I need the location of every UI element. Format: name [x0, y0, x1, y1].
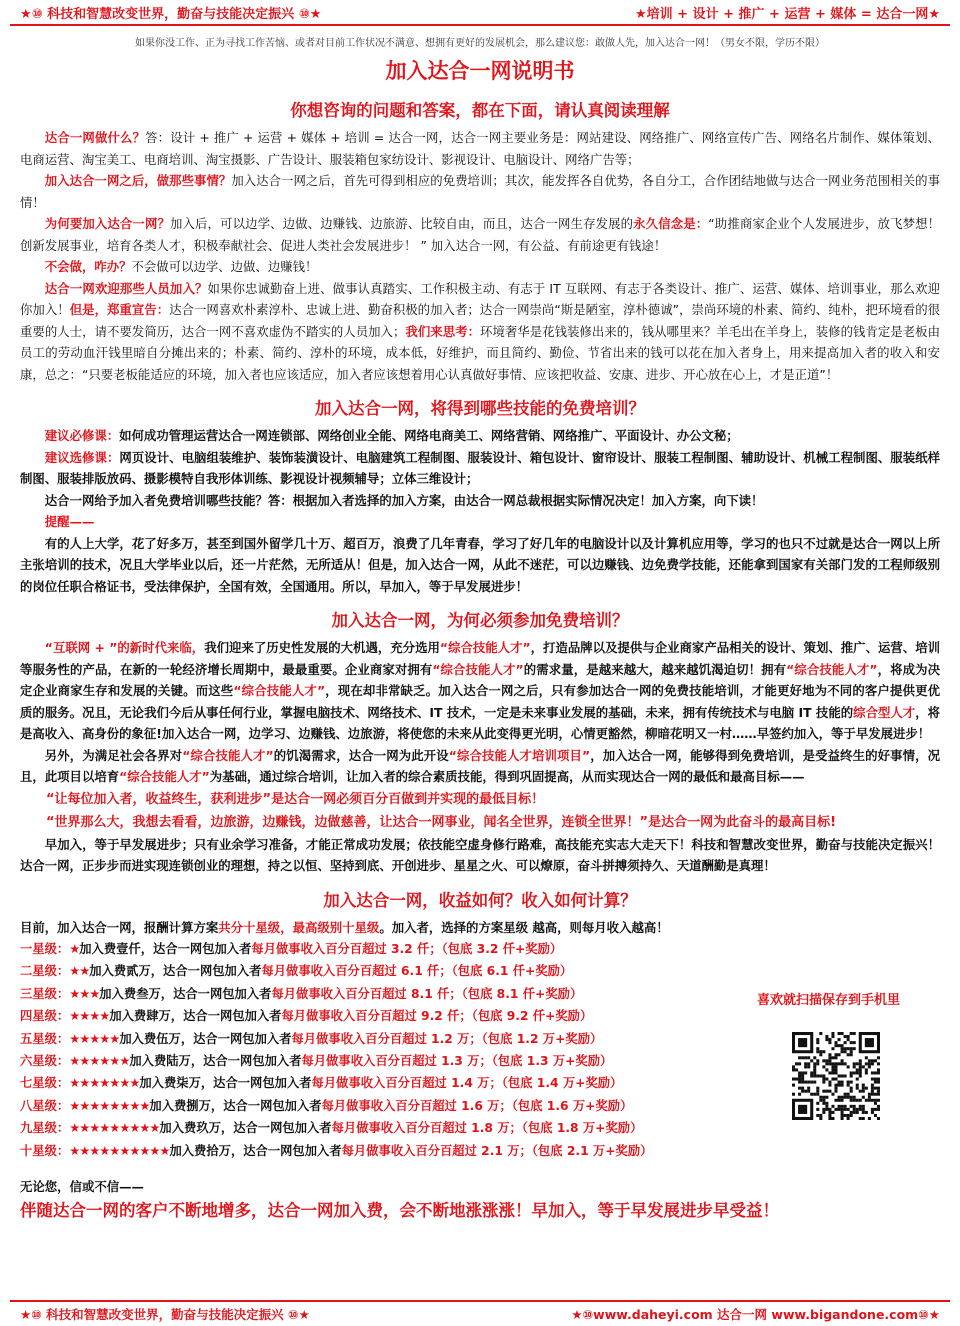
tier-stars: ★ [69, 942, 80, 956]
tier-row [20, 1117, 940, 1139]
elective-courses: 建议选修课：网页设计、电脑组装维护、装饰装潢设计、电脑建筑工程制图、服装设计、箱包设计、窗帘设计、服装工程制图、辅助设计、机械工程制图、服装纸样制图、服装排版放码、摄影模特自我形体训练、影视设计视频辅导；立体三维设计； [20, 449, 941, 486]
qr-code-icon[interactable] [792, 1032, 880, 1120]
tier-income: 每月做事收入百分百超过 1.6 万；（包底 1.6 万+奖励） [321, 1098, 633, 1113]
closing-section [20, 1176, 940, 1224]
tier-income: 每月做事收入百分百超过 1.3 万；（包底 1.3 万+奖励） [301, 1054, 613, 1069]
tier-income: 每月做事收入百分百超过 3.2 仟；（包底 3.2 仟+奖励） [251, 942, 563, 956]
training-qa: 达合一网给予加入者免费培训哪些技能？答：根据加入者选择的加入方案，由达合一网总裁根据实际情况决定！加入方案，向下读！ [44, 492, 764, 508]
tier-stars: ★★ [69, 964, 90, 979]
tier-income: 每月做事收入百分百超过 9.2 仟；（包底 9.2 仟+奖励） [281, 1009, 593, 1024]
tier-fee: 加入费捌万，达合一网包加入者 [149, 1098, 322, 1113]
recruit-notice: 如果你没工作、正为寻找工作苦恼、或者对目前工作状况不满意、想拥有更好的发展机会，那么建议您：敢做人先，加入达合一网！（男女不限，学历不限） [135, 38, 825, 49]
why-section [20, 637, 940, 877]
qa-item: 达合一网做什么？答：设计 + 推广 + 运营 + 媒体 + 培训 = 达合一网，达合一网主要业务是：网站建设、网络推广、网络宣传广告、网络名片制作、媒体策划、电商运营、淘宝美工、电商培训、淘宝摄影、广告设计、服装箱包家纺设计、影视设计、电脑设计、网络广告等； [20, 130, 941, 167]
closing-note: 无论您，信或不信—— [20, 1179, 144, 1195]
bottom-banner [10, 1300, 950, 1326]
tier-row [20, 1005, 940, 1027]
tier-row [20, 938, 940, 960]
qa-item: 加入达合一网之后，做那些事情？加入达合一网之后，首先可得到相应的免费培训；其次，能发挥各自优势，各自分工，合作团结地做与达合一网业务范围相关的事情！ [20, 173, 941, 210]
why-paragraph: “互联网 + ”的新时代来临，我们迎来了历史性发展的大机遇，充分选用“综合技能人才”，打造品牌以及提供与企业商家产品相关的设计、策划、推广、运营、培训等服务性的产品，在新的一轮经济增长周期中，最最重要。企业商家对拥有“综合技能人才”的需求量，是越来越大，越来越饥渴迫切！拥有“综合技能人才”，将成为决定企业商家生存和发展的关键。而这些“综合技能人才”，现在却非常缺乏。加入达合一网之后，只有参加达合一网的免费技能培训，才能更好地为不同的客户提供更优质的服务。况且，无论我们今后从事任何行业，掌握电脑技术、网络技术、IT 技术，一定是未来事业发展的基础，未来，拥有传统技术与电脑 IT 技能的综合型人才，将是高收入、高身份的象征!加入达合一网，边学习、边赚钱、边旅游，将使您的未来从此变得更光明，心情更豁然，柳暗花明又一村……早签约加入，等于早发展进步！ [20, 640, 941, 741]
income-heading: 加入达合一网，收益如何？收入如何计算？ [323, 890, 637, 910]
tier-income: 每月做事收入百分百超过 1.4 万；（包底 1.4 万+奖励） [311, 1076, 623, 1091]
tier-fee: 加入费拾万，达合一网包加入者 [169, 1143, 342, 1158]
income-intro: 目前，加入达合一网，报酬计算方案共分十星级，最高级别十星级。加入者，选择的方案星级 越高，则每月收入越高！ [20, 919, 669, 935]
tier-stars: ★★★★★ [69, 1031, 120, 1046]
page-title: 加入达合一网说明书 [385, 59, 575, 83]
tier-level: 二星级： [20, 964, 70, 979]
tier-level: 五星级： [20, 1031, 70, 1046]
training-heading: 加入达合一网，将得到哪些技能的免费培训？ [315, 399, 645, 418]
tier-level: 三星级： [20, 986, 70, 1001]
why-heading: 加入达合一网，为何必须参加免费培训？ [331, 611, 629, 630]
tier-fee: 加入费壹仟，达合一网包加入者 [79, 942, 252, 956]
intro-heading: 你想咨询的问题和答案，都在下面，请认真阅读理解 [290, 101, 670, 120]
minimum-goal: “让每位加入者，收益终生，获利进步”是达合一网必须百分百做到并实现的最低目标！ [46, 791, 545, 807]
qa-section [20, 127, 940, 385]
why-paragraph: 早加入，等于早发展进步；只有业余学习准备，才能正常成功发展；依技能空虚身修行路难，高技能充实志大走天下！科技和智慧改变世界，勤奋与技能决定振兴！达合一网，正步步而进实现连锁创业的理想，持之以恒、坚持到底、开创进步、星星之火、可以燎原，奋斗拼搏须持久、天道酬勤是真理！ [20, 836, 940, 873]
tier-income: 每月做事收入百分百超过 6.1 仟；（包底 6.1 仟+奖励） [261, 964, 573, 979]
qa-item: 为何要加入达合一网？加入后，可以边学、边做、边赚钱、边旅游、比较自由，而且，达合一网生存发展的永久信念是：“助推商家企业个人发展进步，放飞梦想！创新发展事业，培育各类人才，积极奉献社会、促进人类社会发展进步！ ” 加入达合一网，有公益、有前途更有钱途！ [20, 216, 941, 253]
tier-level: 九星级： [20, 1121, 70, 1136]
tier-row [20, 960, 940, 982]
tier-fee: 加入费陆万，达合一网包加入者 [129, 1054, 302, 1069]
why-paragraph: 另外，为满足社会各界对“综合技能人才”的饥渴需求，达合一网为此开设“综合技能人才培训项目”，加入达合一网，能够得到免费培训，是受益终生的好事情，况且，此项目以培育“综合技能人才”为基础，通过综合培训，让加入者的综合素质技能，得到巩固提高，从而实现达合一网的最低和最高目标—— [20, 747, 941, 784]
income-section [20, 917, 940, 1163]
top-services: ★培训 + 设计 + 推广 + 运营 + 媒体 = 达合一网★ [634, 6, 940, 22]
website-links[interactable]: ★⑩www.daheyi.com 达合一网 www.bigandone.com⑩★ [571, 1307, 940, 1322]
tier-fee: 加入费贰万，达合一网包加入者 [89, 964, 262, 979]
qa-item: 达合一网欢迎那些人员加入？如果你忠诚勤奋上进、做事认真踏实、工作积极主动、有志于 IT 互联网、有志于各类设计、推广、运营、媒体、培训事业，那么欢迎你加入！但是，郑重宣告：达合一网喜欢朴素淳朴、忠诚上进、勤奋积极的加入者；达合一网崇尚“斯是陋室，淳朴德诚”，崇尚环境的朴素、简约、纯朴，把环境看的很重要的人士，请不要发简历，达合一网不喜欢虚伪不踏实的人员加入；我们来思考：环境奢华是花钱装修出来的，钱从哪里来？羊毛出在羊身上，装修的钱肯定是老板由员工的劳动血汗钱里暗自分摊出来的；朴素、简约、淳朴的环境，成本低，好维护，而且简约、勤俭、节省出来的钱可以花在加入者身上，用来提高加入者的收入和安康，总之：“只要老板能适应的环境，加入者也应该适应，加入者应该想着用心认真做好事情、应该把收益、安康、进步、开心放在心上，才是正道”！ [20, 280, 941, 382]
top-slogan: ★⑩ 科技和智慧改变世界，勤奋与技能决定振兴 ⑩★ [20, 6, 322, 22]
qa-item: 不会做，咋办？不会做可以边学、边做、边赚钱！ [44, 259, 318, 274]
tier-income: 每月做事收入百分百超过 1.8 万；（包底 1.8 万+奖励） [331, 1121, 643, 1136]
maximum-goal: “世界那么大，我想去看看，边旅游，边赚钱，边做慈善，让达合一网事业，闻名全世界，连锁全世界！”是达合一网为此奋斗的最高目标! [46, 814, 837, 830]
tier-level: 十星级： [20, 1143, 70, 1158]
tier-fee: 加入费柒万，达合一网包加入者 [139, 1076, 312, 1091]
remind-text: 有的人上大学，花了好多万，甚至到国外留学几十万、超百万，浪费了几年青春，学习了好几年的电脑设计以及计算机应用等，学习的也只不过就是达合一网以上所主张培训的技术，况且大学毕业以后，还一片茫然，无所适从！但是，加入达合一网，从此不迷茫，可以边赚钱、边免费学技能，还能拿到国家有关部门发的工程师级别的岗位任职合格证书，受法律保护，全国有效，全国通用。所以，早加入，等于早发展进步！ [20, 535, 940, 594]
tier-income: 每月做事收入百分百超过 2.1 万；（包底 2.1 万+奖励） [341, 1143, 653, 1158]
tier-fee: 加入费叁万，达合一网包加入者 [99, 986, 272, 1001]
tier-stars: ★★★★★★★ [69, 1076, 140, 1091]
tier-fee: 加入费伍万，达合一网包加入者 [119, 1031, 292, 1046]
tier-fee: 加入费玖万，达合一网包加入者 [159, 1121, 332, 1136]
closing-statement: 伴随达合一网的客户不断地增多，达合一网加入费，会不断地涨涨涨！早加入，等于早发展进步早受益！ [20, 1200, 779, 1220]
tier-stars: ★★★★★★★★★ [69, 1121, 160, 1136]
tier-income: 每月做事收入百分百超过 1.2 万；（包底 1.2 万+奖励） [291, 1031, 603, 1046]
tier-stars: ★★★★★★★★ [69, 1098, 150, 1113]
tier-stars: ★★★★★★ [69, 1054, 130, 1069]
tier-level: 四星级： [20, 1009, 70, 1024]
top-banner [10, 0, 950, 26]
tier-row [20, 1140, 940, 1162]
tier-level: 七星级： [20, 1076, 70, 1091]
tier-level: 一星级： [20, 942, 70, 956]
tier-income: 每月做事收入百分百超过 8.1 仟；（包底 8.1 仟+奖励） [271, 986, 583, 1001]
tier-fee: 加入费肆万，达合一网包加入者 [109, 1009, 282, 1024]
tier-stars: ★★★★★★★★★★ [69, 1143, 170, 1158]
remind-label: 提醒—— [44, 514, 95, 529]
must-courses: 建议必修课：如何成功管理运营达合一网连锁部、网络创业全能、网络电商美工、网络营销、网络推广、平面设计、办公文秘； [44, 428, 739, 443]
tier-stars: ★★★ [69, 986, 100, 1001]
qr-caption: 喜欢就扫描保存到手机里 [756, 992, 900, 1008]
tier-stars: ★★★★ [69, 1009, 110, 1024]
bottom-slogan: ★⑩ 科技和智慧改变世界，勤奋与技能决定振兴 ⑩★ [20, 1307, 310, 1322]
training-section [20, 425, 940, 597]
tier-level: 六星级： [20, 1054, 70, 1069]
tier-level: 八星级： [20, 1098, 70, 1113]
